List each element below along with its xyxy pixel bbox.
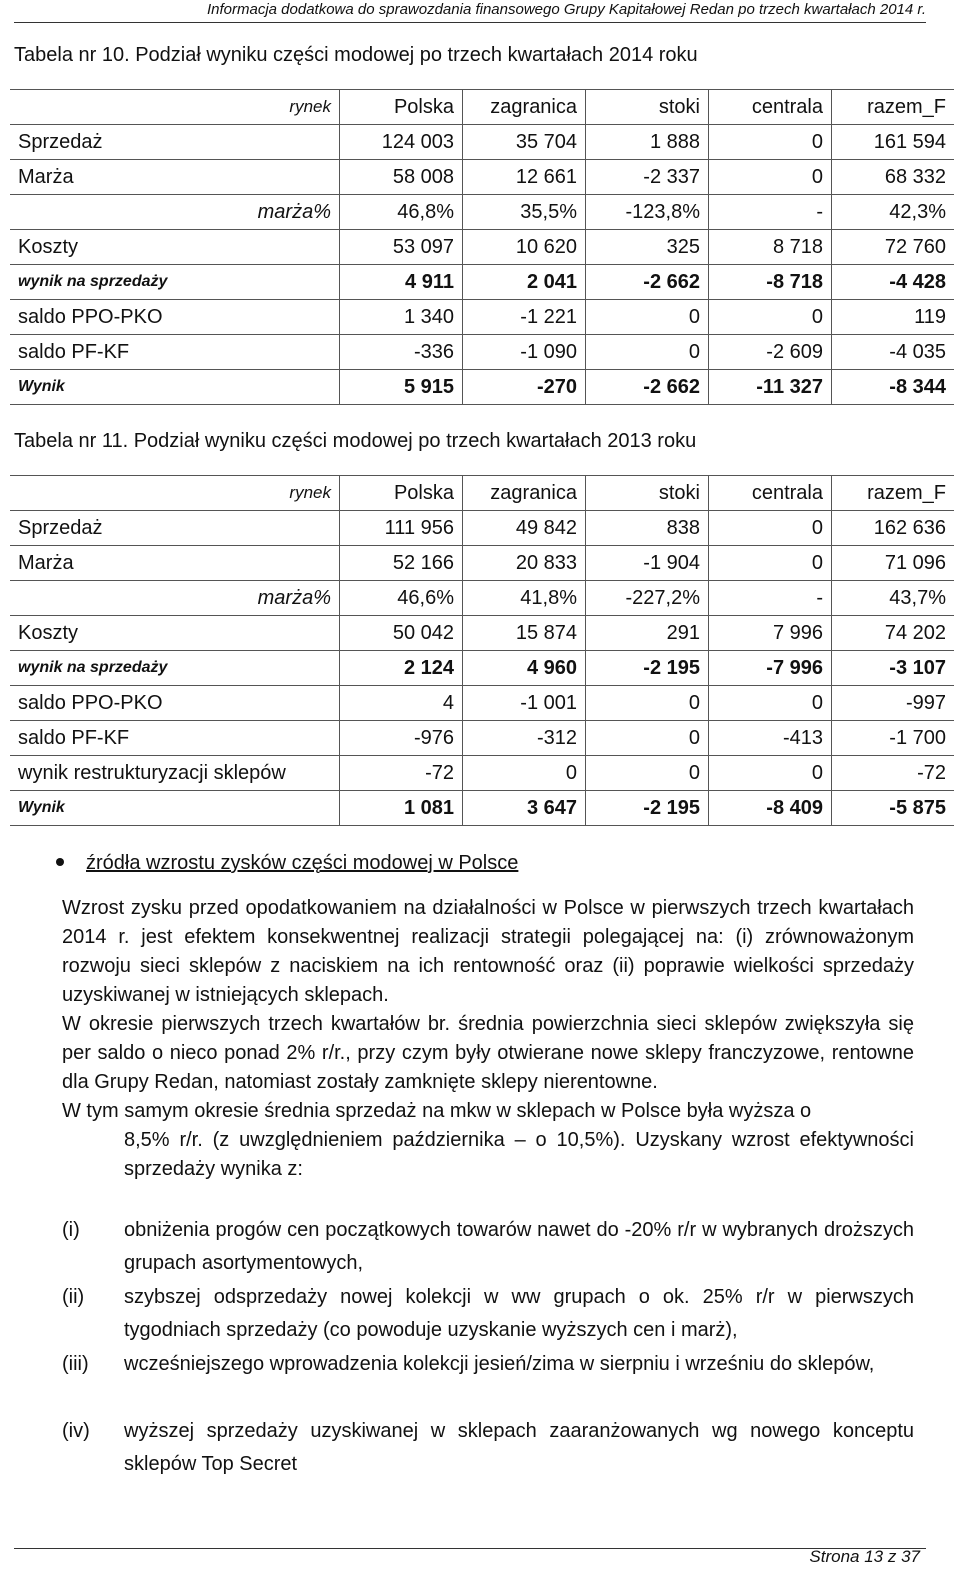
cell: 4 911 [340, 265, 463, 300]
cell: -123,8% [586, 195, 709, 230]
cell: 0 [709, 125, 832, 160]
list-item-number: (iii) [62, 1353, 89, 1375]
table-row [10, 511, 954, 546]
cell: -7 996 [709, 651, 832, 686]
cell: 35,5% [463, 195, 586, 230]
list-item-text: szybszej odsprzedaży nowej kolekcji w ww grupach o ok. 25% r/r w pierwszych tygodniach sprzedaży (co powoduje uzyskanie wyższych cen i marż), [124, 1286, 914, 1341]
cell: - [709, 581, 832, 616]
cell: 119 [832, 300, 955, 335]
row-label: Marża [10, 160, 340, 195]
list-item-text: wyższej sprzedaży uzyskiwanej w sklepach zaaranżowanych wg nowego konceptu sklepów Top Secret [124, 1420, 914, 1475]
table-row [10, 756, 954, 791]
cell: -270 [463, 370, 586, 405]
cell: 8 718 [709, 230, 832, 265]
cell: -1 904 [586, 546, 709, 581]
row-label: saldo PF-KF [10, 335, 340, 370]
cell: 49 842 [463, 511, 586, 546]
list-item-number: (ii) [62, 1286, 85, 1308]
table-header-row [10, 476, 954, 511]
cell: -312 [463, 721, 586, 756]
cell: 0 [586, 686, 709, 721]
cell: 2 041 [463, 265, 586, 300]
cell: 1 888 [586, 125, 709, 160]
table-row [10, 616, 954, 651]
row-label: Koszty [10, 230, 340, 265]
table-row [10, 370, 954, 405]
cell: 1 081 [340, 791, 463, 826]
cell: -2 609 [709, 335, 832, 370]
cell: 838 [586, 511, 709, 546]
cell: 0 [709, 300, 832, 335]
cell: 10 620 [463, 230, 586, 265]
cell: -2 195 [586, 651, 709, 686]
col-header: zagranica [463, 90, 586, 125]
row-label: marża% [10, 581, 340, 616]
cell: -8 409 [709, 791, 832, 826]
cell: 41,8% [463, 581, 586, 616]
bullet-heading [56, 852, 518, 875]
cell: -2 337 [586, 160, 709, 195]
table10 [10, 89, 954, 405]
cell: 4 960 [463, 651, 586, 686]
cell: 161 594 [832, 125, 955, 160]
cell: 0 [709, 511, 832, 546]
table-row [10, 581, 954, 616]
table-row [10, 265, 954, 300]
col-header: stoki [586, 476, 709, 511]
cell: -11 327 [709, 370, 832, 405]
cell: -976 [340, 721, 463, 756]
cell: -72 [832, 756, 955, 791]
cell: 0 [709, 160, 832, 195]
table-row [10, 230, 954, 265]
cell: 0 [463, 756, 586, 791]
col-header: razem_F [832, 90, 955, 125]
row-label: Koszty [10, 616, 340, 651]
col-header: Polska [340, 90, 463, 125]
col-header: centrala [709, 476, 832, 511]
cell: -3 107 [832, 651, 955, 686]
cell: -2 662 [586, 265, 709, 300]
list-item-number: (i) [62, 1219, 80, 1241]
row-label: saldo PPO-PKO [10, 300, 340, 335]
row-label: Wynik [10, 370, 340, 405]
col-header: Polska [340, 476, 463, 511]
cell: 43,7% [832, 581, 955, 616]
cell: 46,6% [340, 581, 463, 616]
table-row [10, 125, 954, 160]
paragraph-3-rest: 8,5% r/r. (z uwzględnieniem października – o 10,5%). Uzyskany wzrost efektywności sprzedaży wynika z: [124, 1129, 914, 1180]
row-label: saldo PF-KF [10, 721, 340, 756]
table11-caption: Tabela nr 11. Podział wyniku części modowej po trzech kwartałach 2013 roku [14, 430, 697, 452]
cell: 12 661 [463, 160, 586, 195]
list-item-text: obniżenia progów cen początkowych towarów nawet do -20% r/r w wybranych droższych grupach asortymentowych, [124, 1219, 914, 1274]
cell: -4 428 [832, 265, 955, 300]
col-header: stoki [586, 90, 709, 125]
cell: 53 097 [340, 230, 463, 265]
row-label: Sprzedaż [10, 511, 340, 546]
list-item [62, 1214, 914, 1280]
cell: 52 166 [340, 546, 463, 581]
cell: -1 001 [463, 686, 586, 721]
cell: 0 [709, 756, 832, 791]
cell: 5 915 [340, 370, 463, 405]
table-row [10, 335, 954, 370]
table-row [10, 300, 954, 335]
cell: -1 221 [463, 300, 586, 335]
cell: -413 [709, 721, 832, 756]
table-row [10, 721, 954, 756]
cell: 71 096 [832, 546, 955, 581]
col-header: zagranica [463, 476, 586, 511]
cell: 1 340 [340, 300, 463, 335]
cell: 4 [340, 686, 463, 721]
table-header-row [10, 90, 954, 125]
cell: 0 [709, 546, 832, 581]
col-header: centrala [709, 90, 832, 125]
header-label: rynek [10, 90, 340, 125]
page-number: Strona 13 z 37 [809, 1547, 920, 1566]
list-item [62, 1348, 914, 1381]
list-item-text: wcześniejszego wprowadzenia kolekcji jesień/zima w sierpniu i wrześniu do sklepów, [124, 1353, 875, 1375]
table-row [10, 686, 954, 721]
cell: -8 344 [832, 370, 955, 405]
cell: 72 760 [832, 230, 955, 265]
row-label: wynik na sprzedaży [10, 651, 340, 686]
table-row [10, 160, 954, 195]
cell: 42,3% [832, 195, 955, 230]
paragraph-2: W okresie pierwszych trzech kwartałów br. średnia powierzchnia sieci sklepów zwiększyła się per saldo o nieco ponad 2% r/r., przy czym były otwierane nowe sklepy franczyzowe, rentowne dla Grupy Redan, natomiast zostały zamknięte sklepy nierentowne. [62, 1013, 914, 1093]
paragraph-1: Wzrost zysku przed opodatkowaniem na działalności w Polsce w pierwszych trzech kwartałach 2014 r. jest efektem konsekwentnej realizacji strategii polegającej na: (i) zrównoważonym rozwoju sieci sklepów z naciskiem na ich rentowność oraz (ii) poprawie wielkości sprzedaży uzyskiwanej w istniejących sklepach. [62, 897, 914, 1006]
bullet-heading-text: źródła wzrostu zysków części modowej w Polsce [86, 852, 519, 874]
list-item [62, 1415, 914, 1481]
cell: 0 [586, 335, 709, 370]
cell: 20 833 [463, 546, 586, 581]
row-label: Wynik [10, 791, 340, 826]
cell: -5 875 [832, 791, 955, 826]
cell: 46,8% [340, 195, 463, 230]
cell: 0 [586, 756, 709, 791]
cell: 15 874 [463, 616, 586, 651]
row-label: Sprzedaż [10, 125, 340, 160]
row-label: wynik na sprzedaży [10, 265, 340, 300]
page-header: Informacja dodatkowa do sprawozdania finansowego Grupy Kapitałowej Redan po trzech kwartałach 2014 r. [14, 0, 926, 23]
cell: 291 [586, 616, 709, 651]
cell: -72 [340, 756, 463, 791]
cell: 325 [586, 230, 709, 265]
cell: 2 124 [340, 651, 463, 686]
cell: 7 996 [709, 616, 832, 651]
list-item-number: (iv) [62, 1420, 90, 1442]
cell: 111 956 [340, 511, 463, 546]
cell: 162 636 [832, 511, 955, 546]
row-label: marża% [10, 195, 340, 230]
row-label: saldo PPO-PKO [10, 686, 340, 721]
bullet-dot-icon [56, 858, 64, 866]
cell: -227,2% [586, 581, 709, 616]
cell: 3 647 [463, 791, 586, 826]
list-item [62, 1281, 914, 1347]
cell: 74 202 [832, 616, 955, 651]
cell: 50 042 [340, 616, 463, 651]
cell: -2 195 [586, 791, 709, 826]
table-row [10, 195, 954, 230]
cell: 68 332 [832, 160, 955, 195]
cell: - [709, 195, 832, 230]
cell: -2 662 [586, 370, 709, 405]
table11 [10, 475, 954, 826]
table-row [10, 651, 954, 686]
cell: -336 [340, 335, 463, 370]
table10-caption: Tabela nr 10. Podział wyniku części modowej po trzech kwartałach 2014 roku [14, 44, 698, 66]
body-text [62, 894, 914, 1184]
cell: 124 003 [340, 125, 463, 160]
cell: -8 718 [709, 265, 832, 300]
footer-divider [14, 1548, 926, 1549]
cell: -4 035 [832, 335, 955, 370]
cell: 35 704 [463, 125, 586, 160]
table-row [10, 546, 954, 581]
table-row [10, 791, 954, 826]
paragraph-3-line-1: W tym samym okresie średnia sprzedaż na mkw w sklepach w Polsce była wyższa o [62, 1100, 812, 1122]
cell: 0 [586, 300, 709, 335]
cell: -997 [832, 686, 955, 721]
cell: 58 008 [340, 160, 463, 195]
cell: -1 700 [832, 721, 955, 756]
col-header: razem_F [832, 476, 955, 511]
cell: 0 [586, 721, 709, 756]
cell: 0 [709, 686, 832, 721]
cell: -1 090 [463, 335, 586, 370]
row-label: Marża [10, 546, 340, 581]
header-label: rynek [10, 476, 340, 511]
row-label: wynik restrukturyzacji sklepów [10, 756, 340, 791]
